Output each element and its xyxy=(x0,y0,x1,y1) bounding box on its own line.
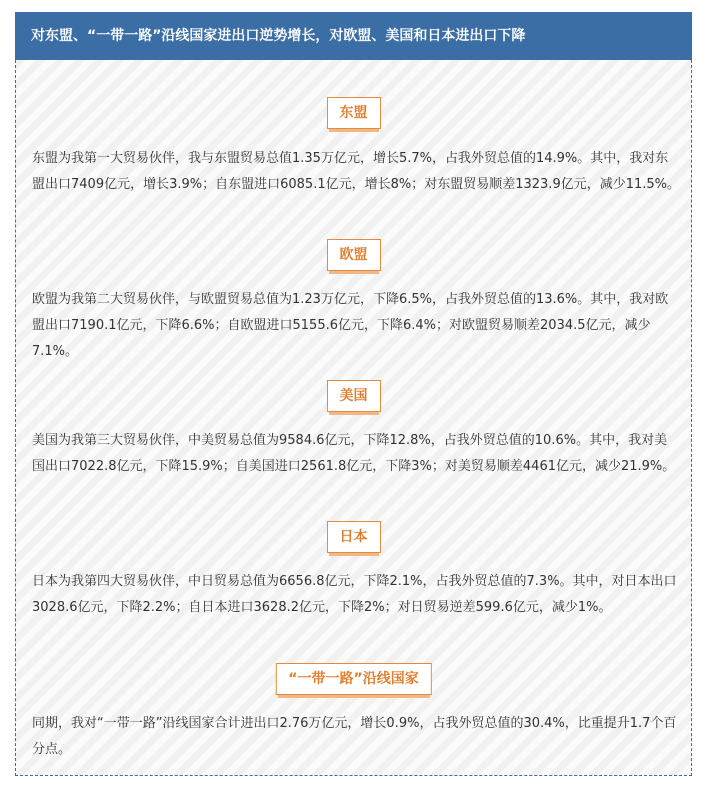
section-tag-eu: 欧盟 xyxy=(327,239,381,271)
section-tag-asean: 东盟 xyxy=(327,97,381,129)
header-title: 对东盟、“一带一路”沿线国家进出口逆势增长，对欧盟、美国和日本进出口下降 xyxy=(31,28,526,44)
section-text-eu: 欧盟为我第二大贸易伙伴，与欧盟贸易总值为1.23万亿元，下降6.5%，占我外贸总值的13.6%。其中，我对欧盟出口7190.1亿元，下降6.6%；自欧盟进口5155.6亿元，下降6.4%；对欧盟贸易顺差2034.5亿元，减少7.1%。 xyxy=(32,292,669,359)
section-text-usa: 美国为我第三大贸易伙伴，中美贸易总值为9584.6亿元，下降12.8%，占我外贸总值的10.6%。其中，我对美国出口7022.8亿元，下降15.9%；自美国进口2561.8亿元，下降3%；对美贸易顺差4461亿元，减少21.9%。 xyxy=(32,433,676,474)
section-tag-belt-and-road: “一带一路”沿线国家 xyxy=(275,663,431,695)
content-panel xyxy=(15,60,692,776)
section-text-japan: 日本为我第四大贸易伙伴，中日贸易总值为6656.8亿元，下降2.1%，占我外贸总值的7.3%。其中，对日本出口3028.6亿元，下降2.2%；自日本进口3628.2亿元，下降2%；对日贸易逆差599.6亿元，减少1%。 xyxy=(32,574,677,615)
article-header xyxy=(15,12,692,60)
section-text-belt-and-road: 同期，我对“一带一路”沿线国家合计进出口2.76万亿元，增长0.9%，占我外贸总值的30.4%，比重提升1.7个百分点。 xyxy=(32,716,677,757)
section-tag-japan: 日本 xyxy=(327,521,381,553)
section-text-asean: 东盟为我第一大贸易伙伴，我与东盟贸易总值1.35万亿元，增长5.7%，占我外贸总值的14.9%。其中，我对东盟出口7409亿元，增长3.9%；自东盟进口6085.1亿元，增长8%；对东盟贸易顺差1323.9亿元，减少11.5%。 xyxy=(32,151,681,192)
section-tag-usa: 美国 xyxy=(327,380,381,412)
